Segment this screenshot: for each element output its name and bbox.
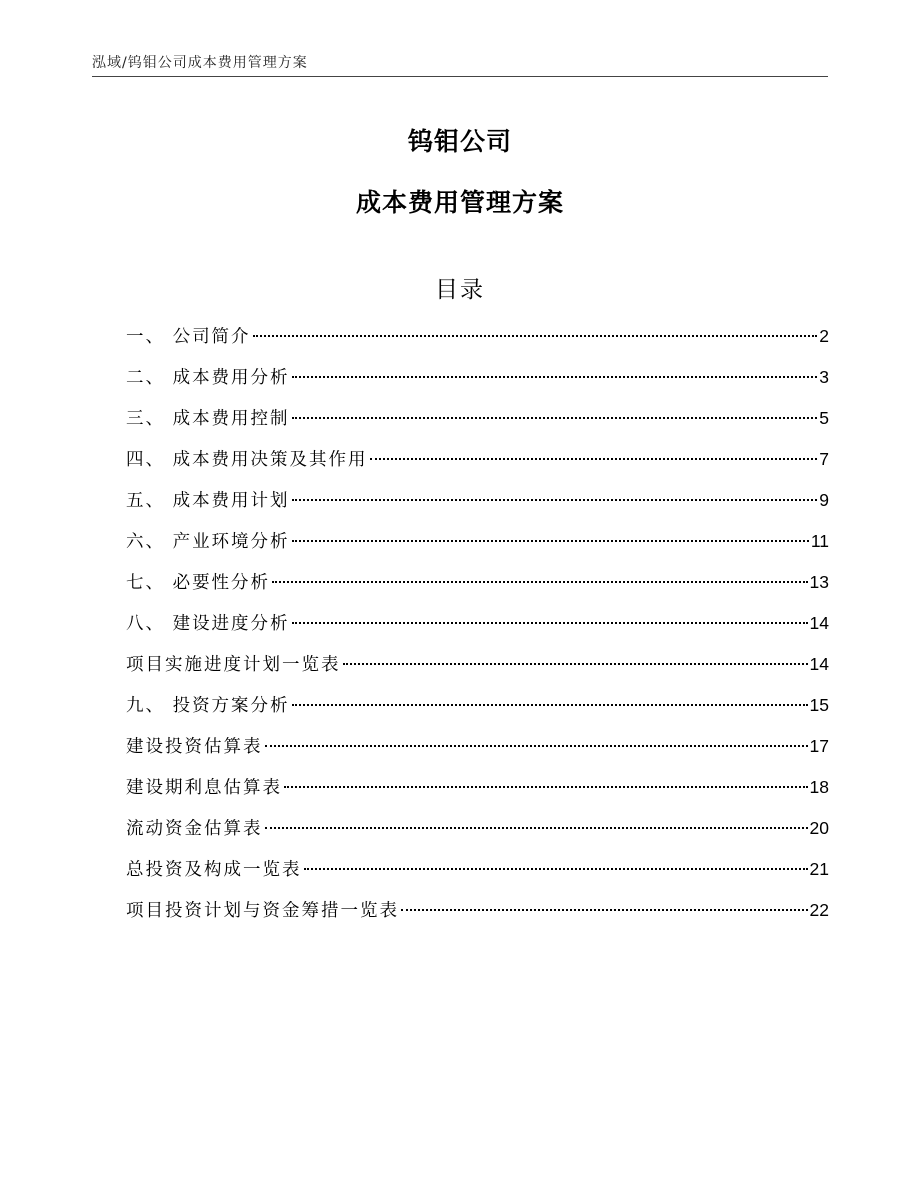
toc-entry-label: 七、 必要性分析: [126, 573, 271, 593]
toc-dot-leader: [265, 745, 808, 747]
toc-entry-page: 14: [809, 613, 829, 633]
table-of-contents: [126, 321, 829, 936]
toc-entry-page: 3: [819, 367, 829, 387]
toc-entry[interactable]: [126, 854, 829, 895]
document-title-plan: 成本费用管理方案: [355, 188, 564, 217]
toc-entry-page: 15: [809, 695, 829, 715]
header-divider: [92, 76, 828, 77]
toc-entry[interactable]: [126, 321, 829, 362]
toc-dot-leader: [304, 868, 808, 870]
toc-entry-label: 建设期利息估算表: [126, 778, 282, 798]
toc-entry-label: 二、 成本费用分析: [126, 368, 290, 388]
toc-entry[interactable]: [126, 895, 829, 936]
toc-entry[interactable]: [126, 772, 829, 813]
toc-dot-leader: [292, 499, 818, 501]
toc-entry-page: 2: [819, 326, 829, 346]
toc-entry[interactable]: [126, 813, 829, 854]
toc-entry-label: 九、 投资方案分析: [126, 696, 290, 716]
toc-dot-leader: [272, 581, 807, 583]
toc-entry-label: 三、 成本费用控制: [126, 409, 290, 429]
toc-entry[interactable]: [126, 567, 829, 608]
toc-dot-leader: [292, 622, 808, 624]
toc-entry[interactable]: [126, 444, 829, 485]
toc-entry[interactable]: [126, 690, 829, 731]
toc-entry-label: 建设投资估算表: [126, 737, 263, 757]
toc-entry[interactable]: [126, 485, 829, 526]
toc-entry-label: 项目实施进度计划一览表: [126, 655, 341, 675]
toc-entry-page: 21: [809, 859, 829, 879]
toc-entry-page: 17: [809, 736, 829, 756]
toc-heading: 目录: [435, 277, 485, 303]
toc-dot-leader: [265, 827, 808, 829]
toc-entry-page: 13: [809, 572, 829, 592]
toc-entry-page: 5: [819, 408, 829, 428]
toc-dot-leader: [292, 704, 808, 706]
toc-entry-label: 一、 公司简介: [126, 327, 251, 347]
toc-entry-label: 五、 成本费用计划: [126, 491, 290, 511]
toc-entry-page: 20: [809, 818, 829, 838]
toc-entry-label: 八、 建设进度分析: [126, 614, 290, 634]
toc-entry-page: 7: [819, 449, 829, 469]
toc-entry-page: 11: [810, 531, 829, 551]
toc-dot-leader: [253, 335, 818, 337]
toc-dot-leader: [370, 458, 818, 460]
toc-entry-page: 18: [809, 777, 829, 797]
document-title-company: 钨钼公司: [407, 127, 512, 156]
toc-entry-page: 9: [819, 490, 829, 510]
toc-entry[interactable]: [126, 526, 829, 567]
toc-dot-leader: [292, 376, 818, 378]
toc-dot-leader: [343, 663, 808, 665]
toc-entry[interactable]: [126, 403, 829, 444]
toc-entry-label: 流动资金估算表: [126, 819, 263, 839]
toc-entry[interactable]: [126, 731, 829, 772]
running-header: 泓域/钨钼公司成本费用管理方案: [92, 55, 308, 71]
toc-dot-leader: [292, 540, 809, 542]
toc-dot-leader: [284, 786, 808, 788]
toc-entry-label: 总投资及构成一览表: [126, 860, 302, 880]
toc-entry-page: 14: [809, 654, 829, 674]
toc-entry[interactable]: [126, 608, 829, 649]
toc-dot-leader: [292, 417, 818, 419]
toc-entry-label: 六、 产业环境分析: [126, 532, 290, 552]
toc-entry-label: 项目投资计划与资金筹措一览表: [126, 901, 399, 921]
toc-entry-page: 22: [809, 900, 829, 920]
toc-entry[interactable]: [126, 362, 829, 403]
toc-entry-label: 四、 成本费用决策及其作用: [126, 450, 368, 470]
toc-entry[interactable]: [126, 649, 829, 690]
toc-dot-leader: [401, 909, 808, 911]
